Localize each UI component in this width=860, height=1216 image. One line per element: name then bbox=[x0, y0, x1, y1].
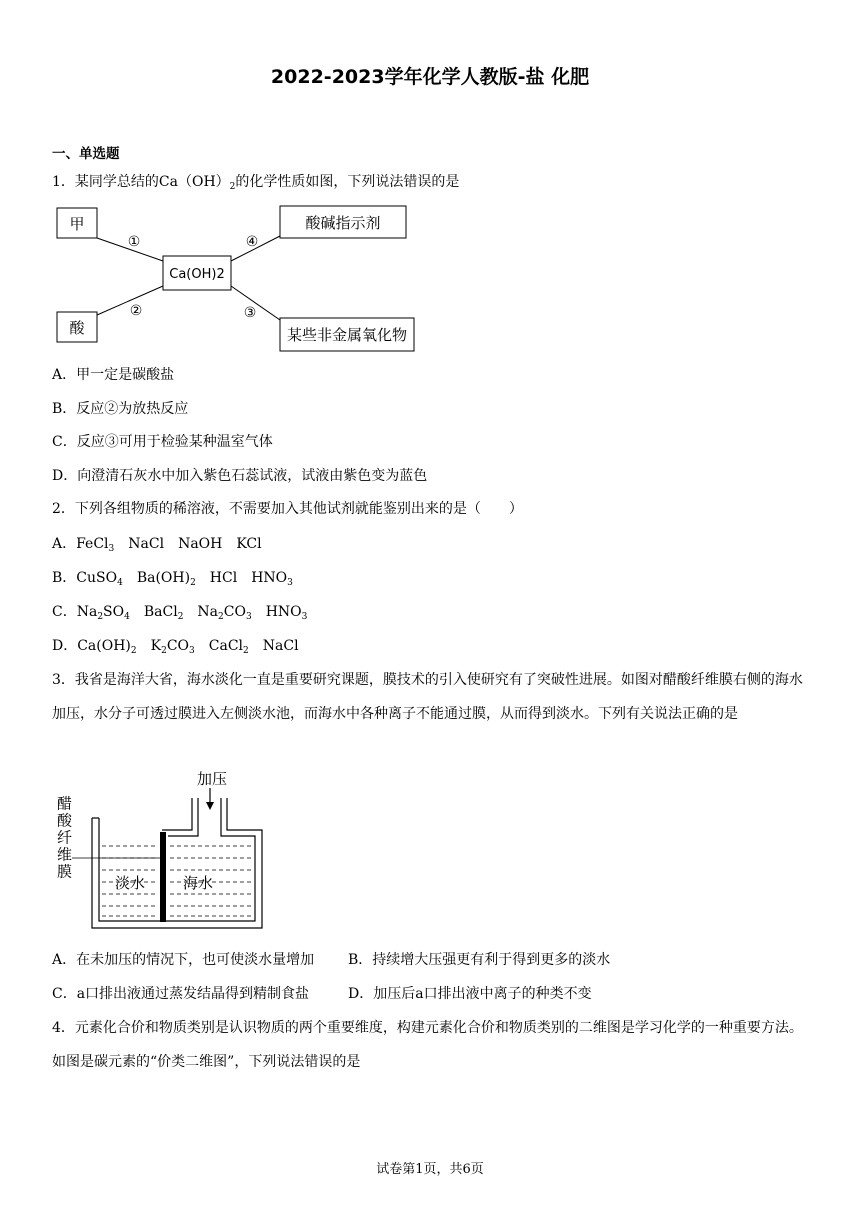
q2-option-c: C．$Na_2SO_4$ BaCl$_2$ $Na_2CO_3$ $HNO_3$ bbox=[52, 604, 308, 622]
q4-stem: 4．元素化合价和物质类别是认识物质的两个重要维度，构建元素化合价和物质类别的二维图是学习化学的一种重要方法。如图是碳元素的“价类二维图”，下列说法错误的是 bbox=[52, 1020, 803, 1070]
q1-box-oxide: 某些非金属氧化物 bbox=[286, 326, 408, 344]
q1-box-indicator: 酸碱指示剂 bbox=[305, 214, 381, 232]
section-heading: 一、单选题 bbox=[52, 146, 120, 162]
q1-num-4: ④ bbox=[245, 234, 259, 250]
q1-stem: 1．某同学总结的$Ca(OH)_2$的化学性质如图，下列说法错误的是 bbox=[52, 174, 460, 192]
q3-option-d: D．加压后a口排出液中离子的种类不变 bbox=[348, 986, 592, 1002]
q2-option-d: D．$Ca(OH)_2$ $K_2CO_3$ CaCl$_2$ NaCl bbox=[52, 638, 299, 656]
q1-box-jia: 甲 bbox=[69, 215, 85, 233]
q1-option-b: B．反应②为放热反应 bbox=[52, 401, 189, 417]
q1-option-d: D．向澄清石灰水中加入紫色石蕊试液，试液由紫色变为蓝色 bbox=[52, 468, 428, 484]
q3-option-a: A．在未加压的情况下，也可使淡水量增加 bbox=[52, 952, 315, 968]
q1-diagram bbox=[52, 200, 422, 360]
q2-option-a: A．FeCl$_3$ NaCl NaOH KCl bbox=[52, 536, 262, 554]
q3-stem: 3．我省是海洋大省，海水淡化一直是重要研究课题，膜技术的引入使研究有了突破性进展。如图对醋酸纤维膜右侧的海水加压，水分子可透过膜进入左侧淡水池，而海水中各种离子不能通过膜，从而得到淡水。下列有关说法正确的是 bbox=[52, 672, 803, 722]
q3-diagram bbox=[52, 768, 292, 938]
q3-sea-label: 海水 bbox=[182, 874, 214, 892]
q1-num-1: ① bbox=[127, 234, 141, 250]
q1-box-center: Ca(OH)2 bbox=[169, 267, 225, 282]
q3-membrane-label: 醋酸纤维膜 bbox=[55, 795, 73, 881]
q3-option-c: C．a口排出液通过蒸发结晶得到精制食盐 bbox=[52, 986, 310, 1002]
q1-option-a: A．甲一定是碳酸盐 bbox=[52, 367, 175, 383]
page-footer: 试卷第1页，共6页 bbox=[376, 1162, 484, 1177]
q1-box-suan: 酸 bbox=[69, 319, 85, 337]
q1-num-2: ② bbox=[129, 303, 143, 319]
q1-num-3: ③ bbox=[243, 305, 257, 321]
q1-option-c: C．反应③可用于检验某种温室气体 bbox=[52, 434, 273, 450]
q3-option-b: B．持续增大压强更有利于得到更多的淡水 bbox=[348, 952, 611, 968]
q3-pressure-label: 加压 bbox=[196, 770, 228, 788]
q2-option-b: B．CuSO$_4$ $Ba(OH)_2$ HCl $HNO_3$ bbox=[52, 570, 293, 588]
q3-fresh-label: 淡水 bbox=[114, 874, 146, 892]
q2-stem: 2．下列各组物质的稀溶液，不需要加入其他试剂就能鉴别出来的是（ ） bbox=[52, 501, 523, 517]
page-title: 2022-2023学年化学人教版-盐 化肥 bbox=[270, 66, 590, 88]
